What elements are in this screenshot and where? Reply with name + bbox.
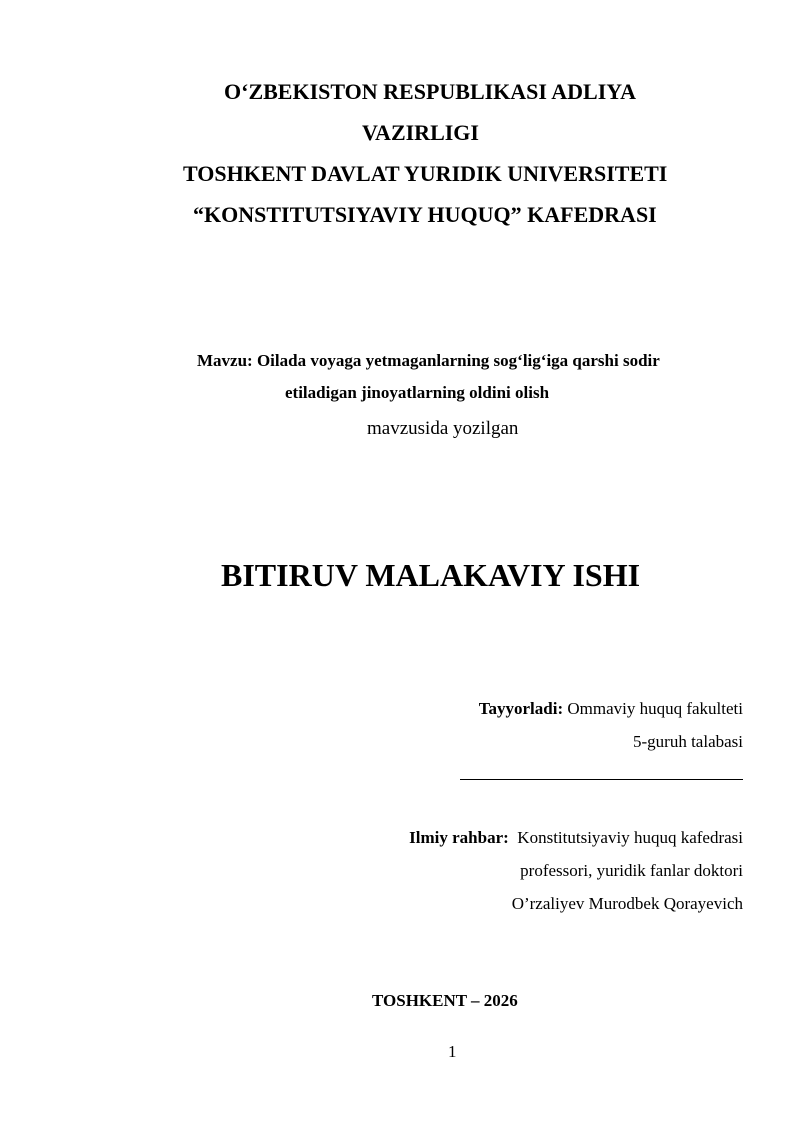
city-year: TOSHKENT – 2026 <box>372 991 518 1010</box>
ministry-line-2: VAZIRLIGI <box>362 120 479 145</box>
supervisor-label: Ilmiy rahbar: <box>409 828 509 847</box>
supervisor <box>409 829 743 846</box>
supervisor-line-1: Konstitutsiyaviy huquq kafedrasi <box>517 828 743 847</box>
prepared-by <box>479 700 743 717</box>
prepared-faculty: Ommaviy huquq fakulteti <box>567 699 743 718</box>
ministry-line-1: O‘ZBEKISTON RESPUBLIKASI ADLIYA <box>224 79 637 104</box>
topic-line-1: Mavzu: Oilada voyaga yetmaganlarning sog‘lig‘iga qarshi sodir <box>197 351 660 370</box>
prepared-label: Tayyorladi: <box>478 699 564 718</box>
supervisor-line-2: professori, yuridik fanlar doktori <box>520 861 743 880</box>
department-name: “KONSTITUTSIYAVIY HUQUQ” KAFEDRASI <box>193 202 657 227</box>
signature-line <box>460 779 743 780</box>
topic-line-2: etiladigan jinoyatlarning oldini olish <box>285 383 550 402</box>
document-title: BITIRUV MALAKAVIY ISHI <box>221 557 641 593</box>
university-name: TOSHKENT DAVLAT YURIDIK UNIVERSITETI <box>183 161 668 186</box>
supervisor-name: O’rzaliyev Murodbek Qorayevich <box>511 894 743 913</box>
topic-written-on: mavzusida yozilgan <box>367 418 519 439</box>
prepared-group: 5-guruh talabasi <box>633 732 743 751</box>
page-number: 1 <box>448 1042 457 1061</box>
